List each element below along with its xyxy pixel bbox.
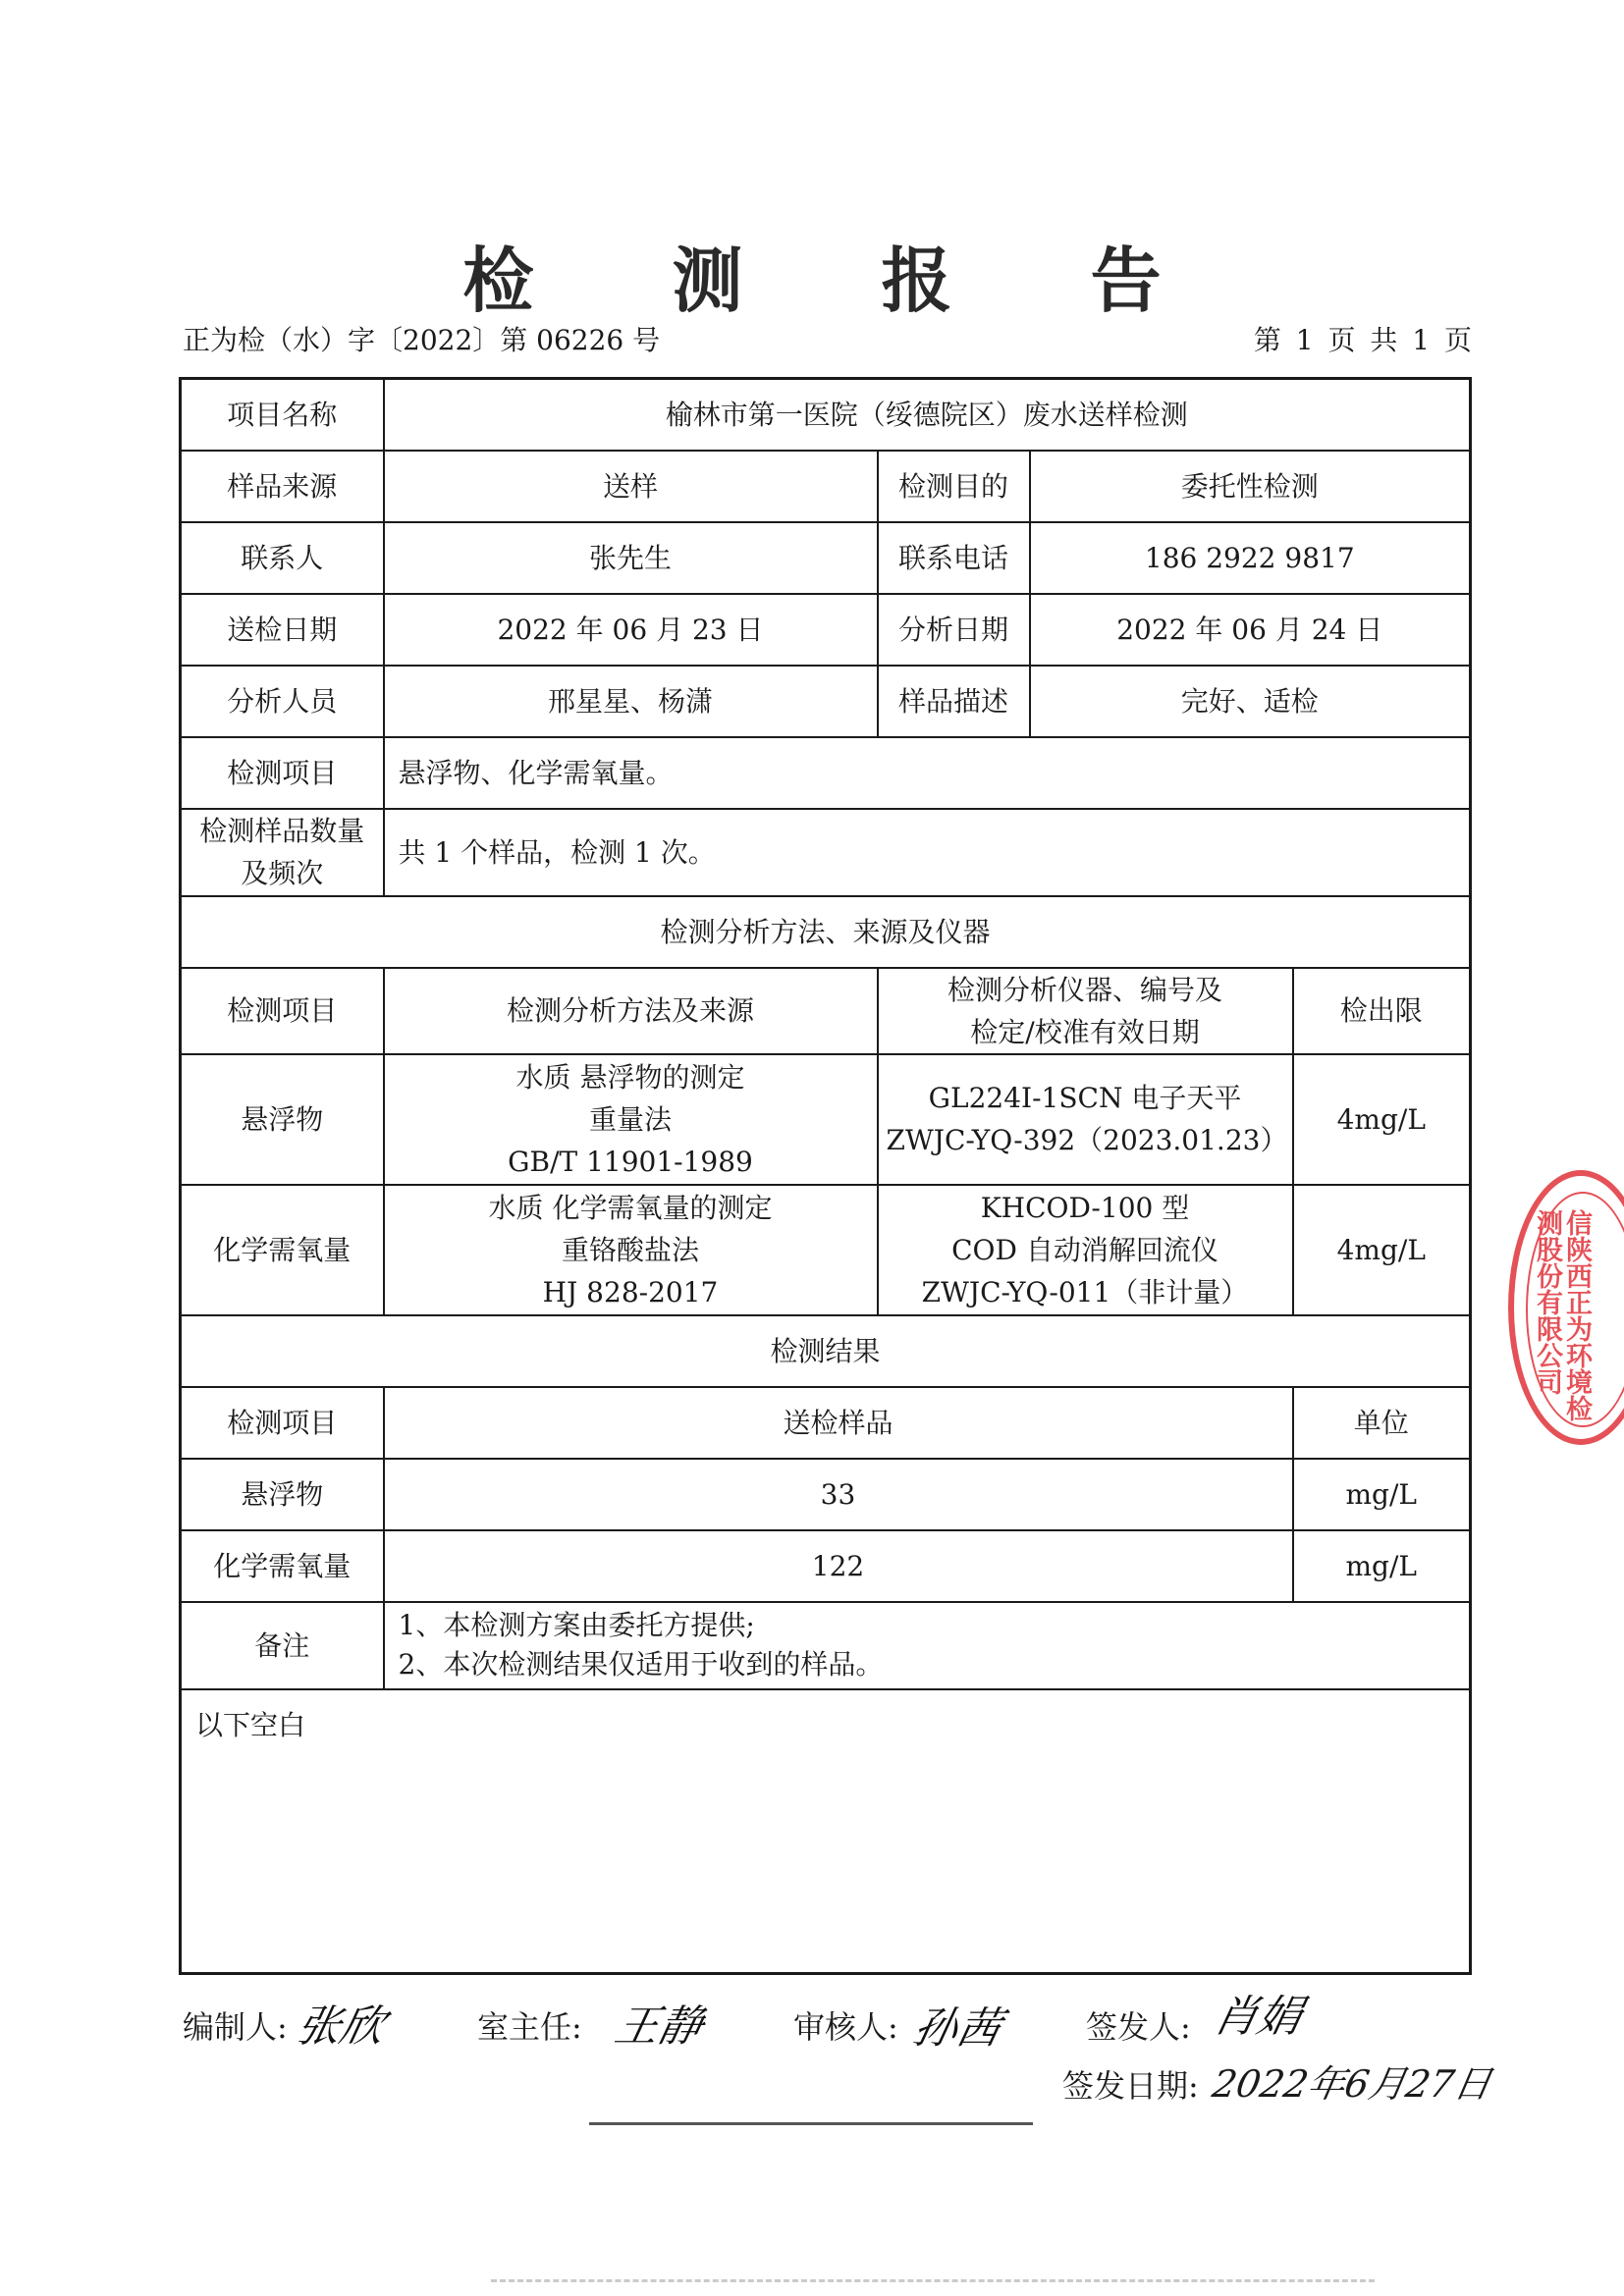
items-label: 检测项目 — [181, 737, 384, 809]
methods-col-instrument-line2: 检定/校准有效日期 — [970, 1015, 1200, 1048]
row-results-header — [181, 1387, 1471, 1459]
result-item: 悬浮物 — [181, 1459, 384, 1530]
sample-source-value: 送样 — [384, 451, 878, 522]
method-item: 悬浮物 — [181, 1054, 384, 1185]
row-results-heading — [181, 1315, 1471, 1387]
sample-source-label: 样品来源 — [181, 451, 384, 522]
row-dates — [181, 594, 1471, 666]
methods-col-instrument — [878, 968, 1293, 1054]
result-unit: mg/L — [1293, 1459, 1471, 1530]
compiler-signature: 张欣 — [292, 2002, 390, 2052]
method-item: 化学需氧量 — [181, 1185, 384, 1315]
row-remarks — [181, 1602, 1471, 1689]
remarks-content — [384, 1602, 1471, 1689]
method-source — [384, 1185, 878, 1315]
method-row — [181, 1185, 1471, 1315]
row-items — [181, 737, 1471, 809]
purpose-value: 委托性检测 — [1030, 451, 1471, 522]
methods-col-item: 检测项目 — [181, 968, 384, 1054]
methods-col-limit: 检出限 — [1293, 968, 1471, 1054]
analysis-date-value: 2022 年 06 月 24 日 — [1030, 594, 1471, 666]
method-line: 水质 悬浮物的测定 — [515, 1060, 745, 1094]
issuer-signature: 肖娟 — [1209, 1992, 1307, 2042]
company-seal — [1508, 1170, 1624, 1445]
report-title: 检 测 报 告 — [462, 239, 1218, 322]
purpose-label: 检测目的 — [878, 451, 1030, 522]
instrument-line: GL224I-1SCN 电子天平 — [928, 1082, 1242, 1114]
method-line: GB/T 11901-1989 — [508, 1145, 753, 1178]
sample-count-label-line2: 及频次 — [241, 857, 324, 889]
issue-date-value: 2022年6月27日 — [1209, 2062, 1495, 2106]
report-table — [179, 377, 1472, 1975]
methods-col-method: 检测分析方法及来源 — [384, 968, 878, 1054]
instrument-line: KHCOD-100 型 — [980, 1191, 1190, 1224]
row-blank — [181, 1689, 1471, 1974]
row-analyst — [181, 666, 1471, 737]
analysis-date-label: 分析日期 — [878, 594, 1030, 666]
analyst-value: 邢星星、杨潇 — [384, 666, 878, 737]
phone-label: 联系电话 — [878, 522, 1030, 594]
reviewer-signature: 孙茜 — [908, 2003, 1006, 2054]
page-indicator: 第 1 页 共 1 页 — [1253, 324, 1475, 356]
issuer-label: 签发人: — [1086, 2008, 1191, 2046]
result-value: 122 — [384, 1530, 1293, 1602]
sample-count-label — [181, 809, 384, 896]
director-label: 室主任: — [477, 2008, 582, 2046]
method-limit: 4mg/L — [1293, 1054, 1471, 1185]
scan-edge-artifact — [491, 2279, 1375, 2285]
issue-date-label: 签发日期: — [1062, 2067, 1199, 2105]
phone-value: 186 2922 9817 — [1030, 522, 1471, 594]
blank-note: 以下空白 — [181, 1689, 1471, 1974]
instrument-line: COD 自动消解回流仪 — [951, 1233, 1218, 1266]
remarks-label: 备注 — [181, 1602, 384, 1689]
row-sample-count — [181, 809, 1471, 896]
results-col-sample: 送检样品 — [384, 1387, 1293, 1459]
contact-label: 联系人 — [181, 522, 384, 594]
instrument-line: ZWJC-YQ-392（2023.01.23） — [886, 1124, 1288, 1156]
signature-row — [183, 1992, 1469, 2061]
method-line: 重铬酸盐法 — [561, 1233, 699, 1266]
methods-section-title: 检测分析方法、来源及仪器 — [181, 896, 1471, 968]
method-line: 水质 化学需氧量的测定 — [488, 1191, 773, 1224]
submit-date-label: 送检日期 — [181, 594, 384, 666]
director-signature: 王静 — [610, 2002, 708, 2052]
row-methods-header — [181, 968, 1471, 1054]
submit-date-value: 2022 年 06 月 23 日 — [384, 594, 878, 666]
result-value: 33 — [384, 1459, 1293, 1530]
bottom-divider — [589, 2122, 1033, 2125]
sample-count-label-line1: 检测样品数量 — [199, 815, 365, 847]
row-methods-heading — [181, 896, 1471, 968]
results-section-title: 检测结果 — [181, 1315, 1471, 1387]
method-source — [384, 1054, 878, 1185]
results-col-item: 检测项目 — [181, 1387, 384, 1459]
methods-col-instrument-line1: 检测分析仪器、编号及 — [947, 973, 1222, 1006]
contact-value: 张先生 — [384, 522, 878, 594]
method-instrument — [878, 1054, 1293, 1185]
project-name-label: 项目名称 — [181, 379, 384, 451]
result-item: 化学需氧量 — [181, 1530, 384, 1602]
seal-text: 信陕西正为环境检测股份有限公司 — [1532, 1209, 1592, 1421]
row-sample-source — [181, 451, 1471, 522]
remark-line: 2、本次检测结果仅适用于收到的样品。 — [398, 1648, 884, 1681]
row-project-name — [181, 379, 1471, 451]
result-row — [181, 1459, 1471, 1530]
instrument-line: ZWJC-YQ-011（非计量） — [921, 1275, 1249, 1308]
results-col-unit: 单位 — [1293, 1387, 1471, 1459]
sample-count-value: 共 1 个样品，检测 1 次。 — [384, 809, 1471, 896]
result-unit: mg/L — [1293, 1530, 1471, 1602]
report-number: 正为检（水）字〔2022〕第 06226 号 — [183, 324, 661, 356]
method-line: 重量法 — [588, 1102, 672, 1136]
row-contact — [181, 522, 1471, 594]
project-name-value: 榆林市第一医院（绥德院区）废水送样检测 — [384, 379, 1471, 451]
result-row — [181, 1530, 1471, 1602]
method-line: HJ 828-2017 — [542, 1275, 719, 1308]
analyst-label: 分析人员 — [181, 666, 384, 737]
sample-desc-label: 样品描述 — [878, 666, 1030, 737]
method-limit: 4mg/L — [1293, 1185, 1471, 1315]
items-value: 悬浮物、化学需氧量。 — [384, 737, 1471, 809]
compiler-label: 编制人: — [183, 2008, 288, 2046]
sample-desc-value: 完好、适检 — [1030, 666, 1471, 737]
method-row — [181, 1054, 1471, 1185]
method-instrument — [878, 1185, 1293, 1315]
reviewer-label: 审核人: — [793, 2008, 898, 2046]
remark-line: 1、本检测方案由委托方提供; — [398, 1609, 755, 1641]
